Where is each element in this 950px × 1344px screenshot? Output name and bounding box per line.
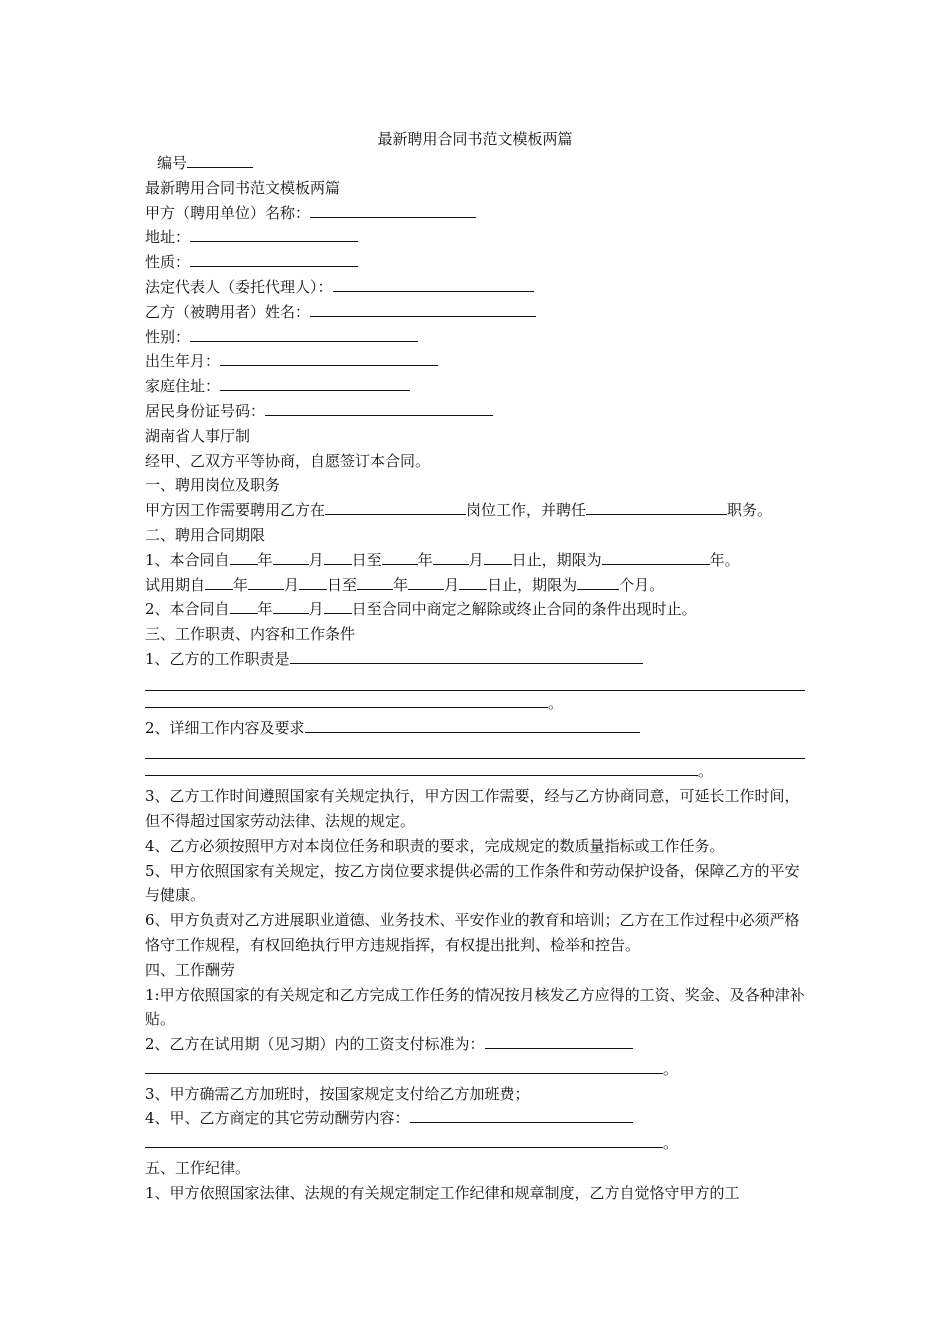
section-3-2-line	[145, 716, 810, 741]
content-end-line	[145, 759, 810, 784]
content-blank-end	[145, 759, 698, 776]
section-4-3: 3、甲方确需乙方加班时，按国家规定支付给乙方加班费；	[145, 1084, 530, 1103]
unit-year: 年	[709, 550, 725, 569]
blank	[230, 548, 258, 565]
section-5-title: 五、工作纪律。	[145, 1159, 251, 1178]
probation-line	[145, 573, 810, 598]
blank	[248, 573, 284, 590]
party-a-label: 甲方（聘用单位）名称：	[145, 203, 311, 222]
party-b-label: 乙方（被聘用者）姓名：	[145, 302, 311, 321]
party-a-line	[145, 201, 810, 226]
legal-rep-blank	[333, 275, 534, 292]
unit-month: 月	[308, 550, 324, 569]
blank	[484, 548, 512, 565]
blank	[299, 573, 327, 590]
unit-year: 年	[257, 550, 273, 569]
blank	[459, 573, 487, 590]
content-blank	[305, 716, 640, 733]
s2-1-pre: 1、本合同自	[145, 550, 230, 569]
address-blank	[190, 225, 358, 242]
address-label: 地址：	[145, 228, 191, 247]
birth-label: 出生年月：	[145, 352, 221, 371]
party-b-line	[145, 300, 810, 325]
unit-year: 年	[257, 600, 273, 619]
blank	[273, 597, 309, 614]
gender-label: 性别：	[145, 327, 191, 346]
blank	[433, 548, 469, 565]
number-label: 编号	[157, 154, 188, 172]
unit-year: 年	[233, 575, 249, 594]
unit-months: 个月。	[619, 575, 665, 594]
subtitle: 最新聘用合同书范文模板两篇	[145, 178, 341, 197]
position-blank	[586, 498, 727, 515]
unit-month: 月	[468, 550, 484, 569]
s2-2-post: 日至合同中商定之解除或终止合同的条件出现时止。	[351, 600, 697, 619]
unit-month: 月	[284, 575, 300, 594]
section-3-title: 三、工作职责、内容和工作条件	[145, 625, 356, 644]
birth-line	[145, 349, 810, 374]
section-4-title: 四、工作酬劳	[145, 960, 236, 979]
s2-2-pre: 2、本合同自	[145, 600, 230, 619]
s3-1-label: 1、乙方的工作职责是	[145, 649, 290, 668]
nature-blank	[190, 250, 358, 267]
period: 。	[663, 1059, 679, 1078]
blank	[324, 548, 352, 565]
other-pay-blank-end	[145, 1131, 663, 1148]
probation-pay-blank-end	[145, 1057, 663, 1074]
s1-text-a: 甲方因工作需要聘用乙方在	[145, 501, 326, 520]
s4-4-label: 4、甲、乙方商定的其它劳动酬劳内容：	[145, 1109, 410, 1128]
duties-blank-end	[145, 691, 548, 708]
period: 。	[663, 1134, 679, 1153]
gender-blank	[190, 325, 418, 342]
section-5-1: 1、甲方依照国家法律、法规的有关规定制定工作纪律和规章制度，乙方自觉恪守甲方的工	[145, 1183, 740, 1202]
duties-blank	[290, 647, 643, 664]
unit-month: 月	[308, 600, 324, 619]
s1-text-b: 岗位工作，并聘任	[466, 501, 587, 520]
nature-label: 性质：	[145, 253, 191, 272]
other-pay-end-line	[145, 1131, 810, 1156]
section-3-4: 4、乙方必须按照甲方对本岗位任务和职责的要求，完成规定的数质量指标或工作任务。	[145, 836, 725, 855]
probation-pay-end-line	[145, 1057, 810, 1082]
blank	[382, 548, 418, 565]
party-b-blank	[310, 300, 536, 317]
other-pay-blank	[410, 1106, 633, 1123]
section-3-6: 6、甲方负责对乙方进展职业道德、业务技术、平安作业的教育和培训；乙方在工作过程中必须严格恪守工作规程，有权回绝执行甲方违规指挥，有权提出批判、检举和控告。	[145, 911, 800, 954]
address-line	[145, 225, 810, 250]
s4-2-label: 2、乙方在试用期（见习期）内的工资支付标准为：	[145, 1035, 485, 1054]
section-4-1: 1:甲方依照国家的有关规定和乙方完成工作任务的情况按月核发乙方应得的工资、奖金、及各种津补贴。	[145, 985, 805, 1029]
unit-day-to: 日至	[327, 575, 358, 594]
nature-line	[145, 250, 810, 275]
unit-day-term: 日止，期限为	[511, 550, 602, 569]
section-2-2-line	[145, 597, 810, 622]
period: 。	[698, 762, 714, 781]
blank	[324, 597, 352, 614]
document-body	[145, 151, 810, 1206]
s1-text-c: 职务。	[727, 501, 773, 520]
number-blank	[187, 151, 253, 168]
section-1-title: 一、聘用岗位及职务	[145, 476, 281, 495]
unit-day-to: 日至	[351, 550, 382, 569]
blank	[205, 573, 233, 590]
home-address-blank	[220, 374, 410, 391]
unit-day-term: 日止，期限为	[487, 575, 578, 594]
birth-blank	[220, 349, 438, 366]
probation-pre: 试用期自	[145, 575, 206, 594]
section-2-title: 二、聘用合同期限	[145, 525, 266, 544]
blank	[357, 573, 393, 590]
unit-year: 年	[417, 550, 433, 569]
intro: 经甲、乙双方平等协商，自愿签订本合同。	[145, 451, 431, 470]
blank	[408, 573, 444, 590]
gender-line	[145, 325, 810, 350]
blank	[273, 548, 309, 565]
unit-year: 年	[393, 575, 409, 594]
unit-month: 月	[444, 575, 460, 594]
duties-end-line	[145, 691, 810, 716]
home-address-label: 家庭住址：	[145, 377, 221, 396]
party-a-blank	[310, 201, 476, 218]
legal-rep-line	[145, 275, 810, 300]
post-blank	[325, 498, 466, 515]
section-2-1-line: 1、本合同自 年 月 日至 年 月 日止，期限为 年。	[145, 548, 810, 573]
period: 。	[548, 693, 564, 712]
section-3-1-line	[145, 647, 810, 672]
legal-rep-label: 法定代表人（委托代理人）：	[145, 277, 333, 296]
blank	[577, 573, 619, 590]
probation-pay-blank	[485, 1032, 633, 1049]
s3-2-label: 2、详细工作内容及要求	[145, 718, 305, 737]
id-label: 居民身份证号码：	[145, 401, 266, 420]
section-4-2-line	[145, 1032, 810, 1057]
section-1-line	[145, 498, 810, 523]
section-3-3: 3、乙方工作时间遵照国家有关规定执行，甲方因工作需要，经与乙方协商同意，可延长工作时间，但不得超过国家劳动法律、法规的规定。	[145, 787, 800, 830]
section-4-4-line	[145, 1106, 810, 1131]
number-line	[145, 151, 810, 176]
content-blank-line	[145, 740, 805, 759]
section-3-5: 5、甲方依照国家有关规定，按乙方岗位要求提供必需的工作条件和劳动保护设备，保障乙方的平安与健康。	[145, 861, 800, 905]
issuer: 湖南省人事厅制	[145, 426, 251, 445]
blank	[602, 548, 710, 565]
document-title: 最新聘用合同书范文模板两篇	[377, 130, 573, 148]
blank	[230, 597, 258, 614]
home-address-line	[145, 374, 810, 399]
duties-blank-line	[145, 672, 805, 691]
id-line	[145, 399, 810, 424]
id-blank	[265, 399, 493, 416]
